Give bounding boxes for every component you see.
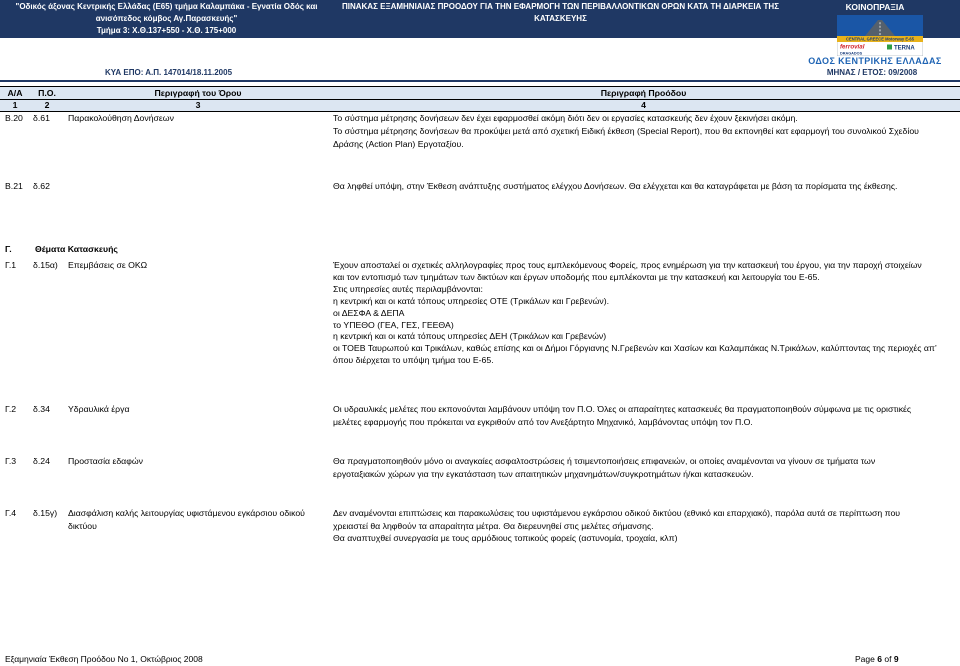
row-aa: Γ.3 — [5, 456, 17, 466]
row-progress-line: μελέτες εφαρμογής που πρόκειται να εγκριθούν από τον Ανεξάρτητο Μηχανικό, λαμβάνοντας υπόψη τον Π.Ο. — [333, 417, 753, 427]
column-number: 4 — [641, 100, 646, 110]
consortium-label: ΚΟΙΝΟΠΡΑΞΙΑ — [845, 2, 905, 12]
row-progress-line: Οι υδραυλικές μελέτες που εκπονούνται λαμβάνουν υπόψη τον Π.Ο. Όλες οι απαραίτητες κατασκευές θα πραγματοποιηθούν σύμφωνα με τις οριστικές — [333, 404, 912, 414]
row-term — [68, 507, 305, 532]
section-title: Θέματα Κατασκευής — [35, 244, 118, 254]
row-progress-line: οι ΔΕΣΦΑ & ΔΕΠΑ — [333, 307, 405, 318]
logo-band-text: CENTRAL GREECE Motorway E-65 — [846, 36, 914, 42]
row-progress-line: Δράσης (Action Plan) Εργοταξίου. — [333, 139, 464, 149]
logo-partner-terna: TERNA — [894, 45, 915, 52]
consortium-logo — [837, 15, 923, 56]
row-progress-line: η κεντρική και οι κατά τόπους υπηρεσίες ΟΤΕ (Τρικάλων και Γρεβενών). — [333, 295, 610, 306]
row-po: δ.34 — [33, 404, 50, 414]
row-progress-line: το ΥΠΕΘΟ (ΓΕΑ, ΓΕΣ, ΓΕΕΘΑ) — [333, 319, 454, 330]
row-po: δ.62 — [33, 181, 50, 191]
footer-page-number — [855, 653, 899, 665]
row-progress — [333, 403, 911, 429]
row-po: δ.15α) — [33, 260, 58, 270]
row-progress-line: Στις υπηρεσίες αυτές περιλαμβάνονται: — [333, 283, 483, 294]
section-header-row — [0, 243, 960, 257]
report-title-line: ΠΙΝΑΚΑΣ ΕΞΑΜΗΝΙΑΙΑΣ ΠΡΟΟΔΟΥ ΓΙΑ ΤΗΝ ΕΦΑΡΜΟΓΗ ΤΩΝ ΠΕΡΙΒΑΛΛΟΝΤΙΚΩΝ ΟΡΩΝ ΚΑΤΑ ΤΗ ΔΙΑΡΚΕΙΑ ΤΗΣ — [341, 2, 780, 11]
row-progress-line: Θα πραγματοποιηθούν μόνο οι αναγκαίες ασφαλτοστρώσεις ή τσιμεντοποιήσεις επιφανειών, οι οποίες αναμένονται να γίνουν σε τμήματα των — [333, 456, 876, 466]
row-po: δ.24 — [33, 456, 50, 466]
row-progress-line: η κεντρική και οι κατά τόπους υπηρεσίες ΔΕΗ (Τρικάλων και Γρεβενών) — [333, 331, 607, 342]
project-title-line: "Οδικός άξονας Κεντρικής Ελλάδας (Ε65) τμήμα Καλαμπάκα - Εγνατία Οδός και — [15, 2, 318, 11]
table-column-numbers-row — [0, 100, 960, 112]
row-progress — [333, 112, 919, 151]
column-header-aa: Α/Α — [7, 88, 23, 98]
row-term-line: Παρακολούθηση Δονήσεων — [68, 113, 174, 123]
table-row — [0, 455, 960, 515]
row-term — [68, 455, 143, 468]
row-aa: Β.21 — [5, 181, 23, 191]
row-aa: Γ.2 — [5, 404, 17, 414]
page-total: 9 — [893, 654, 899, 664]
column-number: 1 — [12, 100, 18, 110]
row-aa: Γ.4 — [5, 508, 17, 518]
row-progress-line: και τον εντοπισμό των τμημάτων των δικτύων και έργων υποδομής που εμπλέκονται με την κατασκευή και λειτουργία του Ε-65. — [333, 271, 820, 282]
row-progress-line: χρειαστεί θα ληφθούν τα απαραίτητα μέτρα. Θα διερευνηθεί στις μελέτες σήμανσης. — [333, 520, 654, 531]
row-progress-line: Το σύστημα μέτρησης δονήσεων θα προκύψει μετά από σχετική Ειδική έκθεση (Special Report), που θα εκπονηθεί κατ εφαρμογή του συνολικού Σχεδίου — [333, 126, 919, 136]
project-title-line: ανισόπεδος κόμβος Αγ.Παρασκευής" — [95, 14, 238, 23]
report-title — [334, 1, 787, 25]
row-progress — [333, 260, 937, 367]
column-number: 2 — [44, 100, 50, 110]
row-progress-line: Θα αναπτυχθεί συνεργασία με τους αρμόδιους τοπικούς φορείς (αστυνομία, τροχαία, κλπ) — [333, 533, 678, 543]
report-period: ΜΗΝΑΣ / ΕΤΟΣ: 09/2008 — [826, 68, 918, 77]
row-progress-line: Θα ληφθεί υπόψη, στην Έκθεση ανάπτυξης συστήματος ελέγχου Δονήσεων. Θα ελέγχεται και θα καταγράφεται με βάση τα πορίσματα της έκθεσης. — [333, 181, 898, 191]
project-title — [0, 1, 333, 37]
column-header-po: Π.Ο. — [38, 88, 56, 98]
row-term-line: Υδραυλικά έργα — [68, 404, 130, 414]
table-row — [0, 403, 960, 463]
page-of-word: of — [884, 654, 892, 664]
row-progress-line: οι ΤΟΕΒ Ταυρωπού και Τρικάλων, καθώς επίσης και οι Δήμοι Γόργιανης Ν.Γρεβενών και Χασίων και Καλαμπάκας Ν.Τρικάλων, καλύπτοντας της περιοχές απ’ — [333, 343, 937, 354]
row-po: δ.15γ) — [33, 508, 58, 518]
row-po: δ.61 — [33, 113, 50, 123]
kya-reference: ΚΥΑ ΕΠΟ: Α.Π. 147014/18.11.2005 — [104, 68, 233, 77]
row-progress-line: Έχουν αποσταλεί οι σχετικές αλληλογραφίες προς τους εμπλεκόμενους Φορείς, προς ενημέρωση για την κατασκευή του έργου, για την παροχή στοιχείων — [333, 260, 922, 270]
row-term-line: Επεμβάσεις σε ΟΚΩ — [68, 260, 148, 270]
footer-report-name: Εξαμηνιαία Έκθεση Προόδου Νο 1, Οκτώβριος 2008 — [5, 654, 203, 664]
company-name: ΟΔΟΣ ΚΕΝΤΡΙΚΗΣ ΕΛΛΑΔΑΣ — [808, 56, 942, 66]
logo-partner-ferrovial: ferrovial — [840, 43, 865, 51]
row-progress — [333, 180, 897, 193]
row-progress-line: όπου διέρχεται το υπόψη τμήμα του Ε-65. — [333, 355, 494, 366]
row-aa: Γ.1 — [5, 260, 17, 270]
column-number: 3 — [195, 100, 201, 110]
table-row — [0, 507, 960, 567]
report-title-line: ΚΑΤΑΣΚΕΥΗΣ — [534, 14, 587, 23]
row-progress-line: Δεν αναμένονται επιπτώσεις και παρακωλύσεις του υφιστάμενου εγκάρσιου οδικού δικτύου (εθνικό και επαρχιακό), παρόλα αυτά σε περίπτωση που — [333, 508, 901, 518]
table-row — [0, 112, 960, 172]
page-current: 6 — [877, 654, 882, 664]
table-row — [0, 180, 960, 240]
row-term-line: δικτύου — [68, 520, 97, 531]
row-progress-line: εργοταξιακών χώρων για την εγκατάσταση των απαιτητικών μηχανημάτων/συγκροτημάτων ή/και κατασκευών. — [333, 469, 754, 479]
logo-partner-dragados: DRAGADOS — [840, 51, 863, 56]
row-aa: Β.20 — [5, 113, 23, 123]
row-term — [68, 260, 147, 272]
row-term-line: Προστασία εδαφών — [68, 456, 143, 466]
section-code: Γ. — [5, 244, 12, 254]
row-term — [68, 403, 129, 416]
row-term — [68, 112, 174, 125]
table-header-row — [0, 86, 960, 100]
header-divider — [0, 80, 960, 82]
logo-terna-mark — [887, 45, 892, 50]
page-word: Page — [855, 654, 875, 664]
row-progress — [333, 455, 875, 481]
row-progress — [333, 507, 900, 545]
project-section-line: Τμήμα 3: Χ.Θ.137+550 - Χ.Θ. 175+000 — [96, 26, 237, 35]
row-progress-line: Το σύστημα μέτρησης δονήσεων δεν έχει εφαρμοσθεί ακόμη διότι δεν οι εργασίες κατασκευής δεν έχουν ξεκινήσει ακόμη. — [333, 113, 798, 123]
column-header-term: Περιγραφή του Όρου — [154, 88, 242, 98]
column-header-progress: Περιγραφή Προόδου — [600, 88, 687, 98]
table-row — [0, 260, 960, 380]
row-term-line: Διασφάλιση καλής λειτουργίας υφιστάμενου εγκάρσιου οδικού — [68, 508, 305, 518]
